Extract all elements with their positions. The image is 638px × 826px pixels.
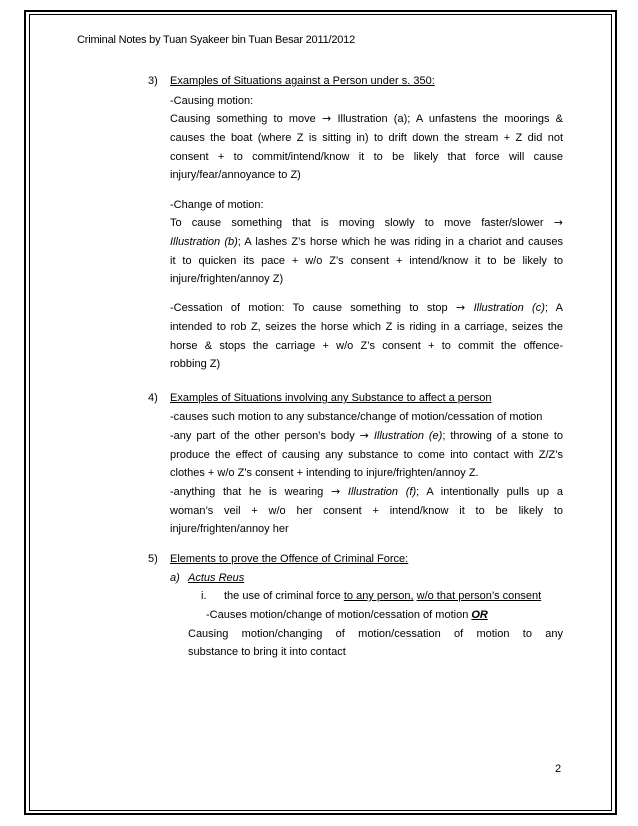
section-3-p3-line-3: horse & stops the carriage + w/o Z’s consent + to commit the offence- bbox=[170, 340, 563, 352]
section-3-number: 3) bbox=[148, 75, 158, 87]
section-3-change-label: -Change of motion: bbox=[170, 199, 264, 211]
sub-a-marker: a) bbox=[170, 572, 180, 584]
sub-a-title: Actus Reus bbox=[188, 572, 245, 584]
section-3-p3-line-4: robbing Z) bbox=[170, 358, 221, 370]
arrow-icon: → bbox=[553, 216, 563, 229]
section-4-line-3: produce the effect of causing any substance to come into contact with Z/Z’s bbox=[170, 449, 563, 461]
section-3-p2-line-4: injure/frighten/annoy Z) bbox=[170, 273, 284, 285]
section-3-p1-line-1: Causing something to move → Illustration (a); A unfastens the moorings & bbox=[170, 112, 564, 125]
section-3-p2-line-3: it to quicken its pace + w/o Z’s consent + intend/know it to be likely to bbox=[170, 255, 563, 267]
section-4-line-4: clothes + w/o Z’s consent + intending to injure/frighten/annoy Z. bbox=[170, 467, 479, 479]
section-3-p3-line-1: -Cessation of motion: To cause something to stop → Illustration (c); A bbox=[170, 301, 563, 314]
section-3-title: Examples of Situations against a Person under s. 350: bbox=[170, 75, 435, 87]
section-5-title: Elements to prove the Offence of Criminal Force: bbox=[170, 553, 409, 565]
section-4-line-1: -causes such motion to any substance/change of motion/cessation of motion bbox=[170, 411, 543, 423]
final-line-1: Causing motion/changing of motion/cessation of motion to any bbox=[188, 628, 563, 640]
section-3-causing-motion-label: -Causing motion: bbox=[170, 95, 254, 107]
page-number: 2 bbox=[555, 763, 562, 775]
final-line-2: substance to bring it into contact bbox=[188, 646, 346, 658]
section-4-line-6: woman’s veil + w/o her consent + intend/know it to be likely to bbox=[170, 505, 563, 517]
arrow-icon: → bbox=[456, 301, 466, 314]
arrow-icon: → bbox=[330, 485, 341, 498]
section-4-line-7: injure/frighten/annoy her bbox=[170, 523, 289, 535]
arrow-icon: → bbox=[322, 112, 332, 125]
section-4-title: Examples of Situations involving any Substance to affect a person bbox=[170, 392, 492, 404]
roman-i-marker: i. bbox=[201, 590, 207, 602]
section-4-line-2: -any part of the other person’s body → Illustration (e); throwing of a stone to bbox=[170, 429, 563, 442]
section-4-line-5: -anything that he is wearing → Illustration (f); A intentionally pulls up a bbox=[170, 485, 564, 498]
section-5-number: 5) bbox=[148, 553, 158, 565]
section-4-number: 4) bbox=[148, 392, 158, 404]
section-3-p1-line-2: causes the boat (where Z is sitting in) to drift down the stream + Z did not bbox=[170, 132, 563, 144]
section-3-p2-line-1: To cause something that is moving slowly to move faster/slower → bbox=[170, 216, 563, 229]
section-3-p1-line-3: consent + to commit/intend/know it to be likely that force will cause bbox=[170, 151, 563, 163]
page-header: Criminal Notes by Tuan Syakeer bin Tuan Besar 2011/2012 bbox=[77, 34, 356, 46]
section-3-p3-line-2: intended to rob Z, seizes the horse which Z is riding in a carriage, seizes the bbox=[170, 321, 563, 333]
arrow-icon: → bbox=[359, 429, 369, 442]
element-i-text: the use of criminal force to any person, w/o that person’s consent bbox=[224, 590, 542, 602]
section-3-p2-line-2: Illustration (b); A lashes Z’s horse which he was riding in a chariot and causes bbox=[170, 236, 563, 248]
causes-line: -Causes motion/change of motion/cessation of motion OR bbox=[206, 609, 488, 621]
section-3-p1-line-4: injury/fear/annoyance to Z) bbox=[170, 169, 301, 181]
